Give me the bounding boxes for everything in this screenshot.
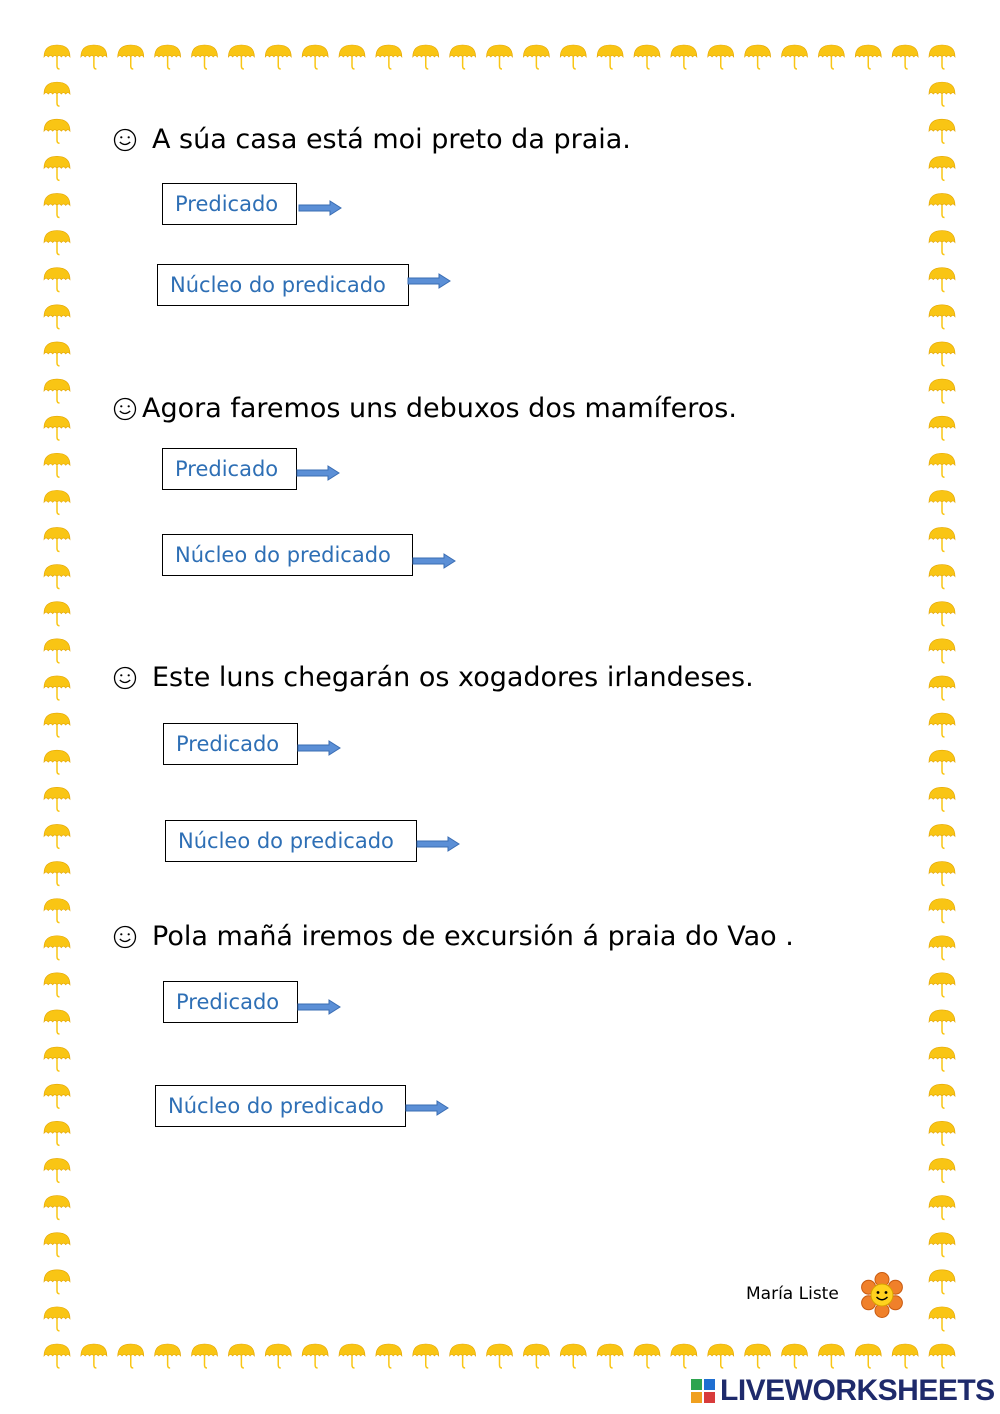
right-arrow-icon [298,200,342,216]
umbrella-icon [44,565,70,589]
nucleo-label: Núcleo do predicado [178,829,394,853]
umbrella-icon [192,45,218,69]
umbrella-icon [745,1344,771,1368]
umbrella-icon [708,1344,734,1368]
umbrella-icon [929,1010,955,1034]
umbrella-icon [44,1010,70,1034]
umbrella-icon [44,1233,70,1257]
umbrella-icon [44,1196,70,1220]
umbrella-icon [929,899,955,923]
umbrella-icon [487,1344,513,1368]
umbrella-icon [44,1158,70,1182]
right-arrow-icon [416,836,460,852]
umbrella-icon [339,1344,365,1368]
umbrella-icon [929,787,955,811]
umbrella-icon [44,379,70,403]
umbrella-icon [929,1047,955,1071]
umbrella-icon [44,490,70,514]
umbrella-icon [44,193,70,217]
umbrella-icon [44,119,70,143]
exercise-1-sentence [112,124,631,155]
umbrella-icon [228,45,254,69]
umbrella-icon [929,1270,955,1294]
umbrella-icon [929,342,955,366]
right-arrow-icon [297,999,341,1015]
nucleo-box[interactable] [157,264,409,306]
umbrella-icon [44,639,70,663]
umbrella-icon [44,527,70,551]
umbrella-icon [44,1084,70,1108]
umbrella-icon [929,602,955,626]
umbrella-icon [376,45,402,69]
umbrella-icon [929,1307,955,1331]
umbrella-icon [450,1344,476,1368]
umbrella-icon [81,45,107,69]
nucleo-box[interactable] [165,820,417,862]
umbrella-icon [929,1084,955,1108]
umbrella-icon [929,639,955,663]
umbrella-icon [44,305,70,329]
predicado-box[interactable] [162,183,297,225]
umbrella-icon [929,1233,955,1257]
exercise-3-sentence [112,662,754,693]
umbrella-icon [44,1047,70,1071]
smiley-icon [112,396,138,422]
umbrella-icon [745,45,771,69]
umbrella-icon [892,1344,918,1368]
brand-name: LIVEWORKSHEETS [720,1374,995,1407]
umbrella-icon [929,82,955,106]
flower-icon [858,1271,906,1319]
umbrella-icon [597,1344,623,1368]
umbrella-icon [929,231,955,255]
umbrella-icon [929,268,955,292]
umbrella-icon [44,45,70,69]
umbrella-icon [265,45,291,69]
umbrella-icon [929,379,955,403]
umbrella-icon [155,1344,181,1368]
umbrella-icon [929,565,955,589]
umbrella-icon [929,676,955,700]
predicado-label: Predicado [176,990,280,1014]
umbrella-icon [44,973,70,997]
umbrella-icon [782,1344,808,1368]
umbrella-icon [413,1344,439,1368]
sentence-text: Este luns chegarán os xogadores irlandeses. [152,662,754,693]
umbrella-icon [44,824,70,848]
smiley-icon [112,924,138,950]
umbrella-icon [855,45,881,69]
umbrella-icon [708,45,734,69]
sentence-text: Agora faremos uns debuxos dos mamíferos. [142,393,737,424]
predicado-label: Predicado [175,192,279,216]
nucleo-label: Núcleo do predicado [170,273,386,297]
right-arrow-icon [297,740,341,756]
brand-logo [690,1374,995,1408]
umbrella-icon [929,713,955,737]
umbrella-icon [450,45,476,69]
umbrella-icon [929,862,955,886]
umbrella-icon [44,156,70,180]
smiley-icon [112,665,138,691]
right-arrow-icon [412,553,456,569]
exercise-4-sentence [112,921,794,952]
right-arrow-icon [405,1100,449,1116]
umbrella-icon [929,1196,955,1220]
umbrella-icon [44,1344,70,1368]
umbrella-icon [855,1344,881,1368]
umbrella-icon [929,490,955,514]
umbrella-icon [634,1344,660,1368]
predicado-label: Predicado [176,732,280,756]
right-arrow-icon [407,273,451,289]
umbrella-icon [413,45,439,69]
umbrella-icon [929,1121,955,1145]
umbrella-icon [929,193,955,217]
umbrella-icon [44,1270,70,1294]
umbrella-icon [929,156,955,180]
umbrella-icon [44,899,70,923]
umbrella-icon [929,527,955,551]
umbrella-icon [560,45,586,69]
umbrella-icon [44,453,70,477]
umbrella-icon [44,1307,70,1331]
umbrella-icon [523,1344,549,1368]
predicado-label: Predicado [175,457,279,481]
nucleo-label: Núcleo do predicado [168,1094,384,1118]
umbrella-icon [818,1344,844,1368]
umbrella-icon [44,713,70,737]
umbrella-icon [929,1158,955,1182]
umbrella-icon [118,1344,144,1368]
exercise-2-sentence [112,393,737,424]
umbrella-icon [929,453,955,477]
umbrella-icon [929,119,955,143]
umbrella-icon [155,45,181,69]
umbrella-icon [44,268,70,292]
umbrella-icon [302,45,328,69]
umbrella-icon [44,82,70,106]
umbrella-icon [44,602,70,626]
umbrella-icon [44,936,70,960]
umbrella-icon [44,416,70,440]
umbrella-icon [265,1344,291,1368]
umbrella-icon [487,45,513,69]
umbrella-icon [560,1344,586,1368]
umbrella-icon [929,305,955,329]
umbrella-icon [118,45,144,69]
umbrella-icon [44,862,70,886]
umbrella-icon [892,45,918,69]
umbrella-icon [782,45,808,69]
umbrella-icon [44,750,70,774]
umbrella-icon [671,1344,697,1368]
umbrella-icon [523,45,549,69]
umbrella-icon [929,973,955,997]
right-arrow-icon [296,465,340,481]
umbrella-icon [929,936,955,960]
nucleo-box[interactable] [155,1085,406,1127]
liveworksheets-logo-icon [690,1378,716,1404]
umbrella-icon [44,342,70,366]
umbrella-icon [597,45,623,69]
nucleo-label: Núcleo do predicado [175,543,391,567]
umbrella-icon [376,1344,402,1368]
smiley-icon [112,127,138,153]
umbrella-icon [818,45,844,69]
nucleo-box[interactable] [162,534,413,576]
umbrella-icon [302,1344,328,1368]
predicado-box[interactable] [163,723,298,765]
umbrella-icon [671,45,697,69]
umbrella-icon [339,45,365,69]
umbrella-icon [192,1344,218,1368]
umbrella-icon [929,416,955,440]
umbrella-icon [228,1344,254,1368]
sentence-text: Pola mañá iremos de excursión á praia do Vao . [152,921,794,952]
umbrella-icon [929,45,955,69]
umbrella-icon [44,231,70,255]
umbrella-icon [929,1344,955,1368]
author-name: María Liste [746,1284,839,1304]
umbrella-icon [634,45,660,69]
umbrella-icon [44,1121,70,1145]
umbrella-icon [929,750,955,774]
predicado-box[interactable] [162,448,297,490]
umbrella-icon [44,676,70,700]
umbrella-icon [81,1344,107,1368]
predicado-box[interactable] [163,981,298,1023]
sentence-text: A súa casa está moi preto da praia. [152,124,631,155]
umbrella-icon [929,824,955,848]
umbrella-icon [44,787,70,811]
